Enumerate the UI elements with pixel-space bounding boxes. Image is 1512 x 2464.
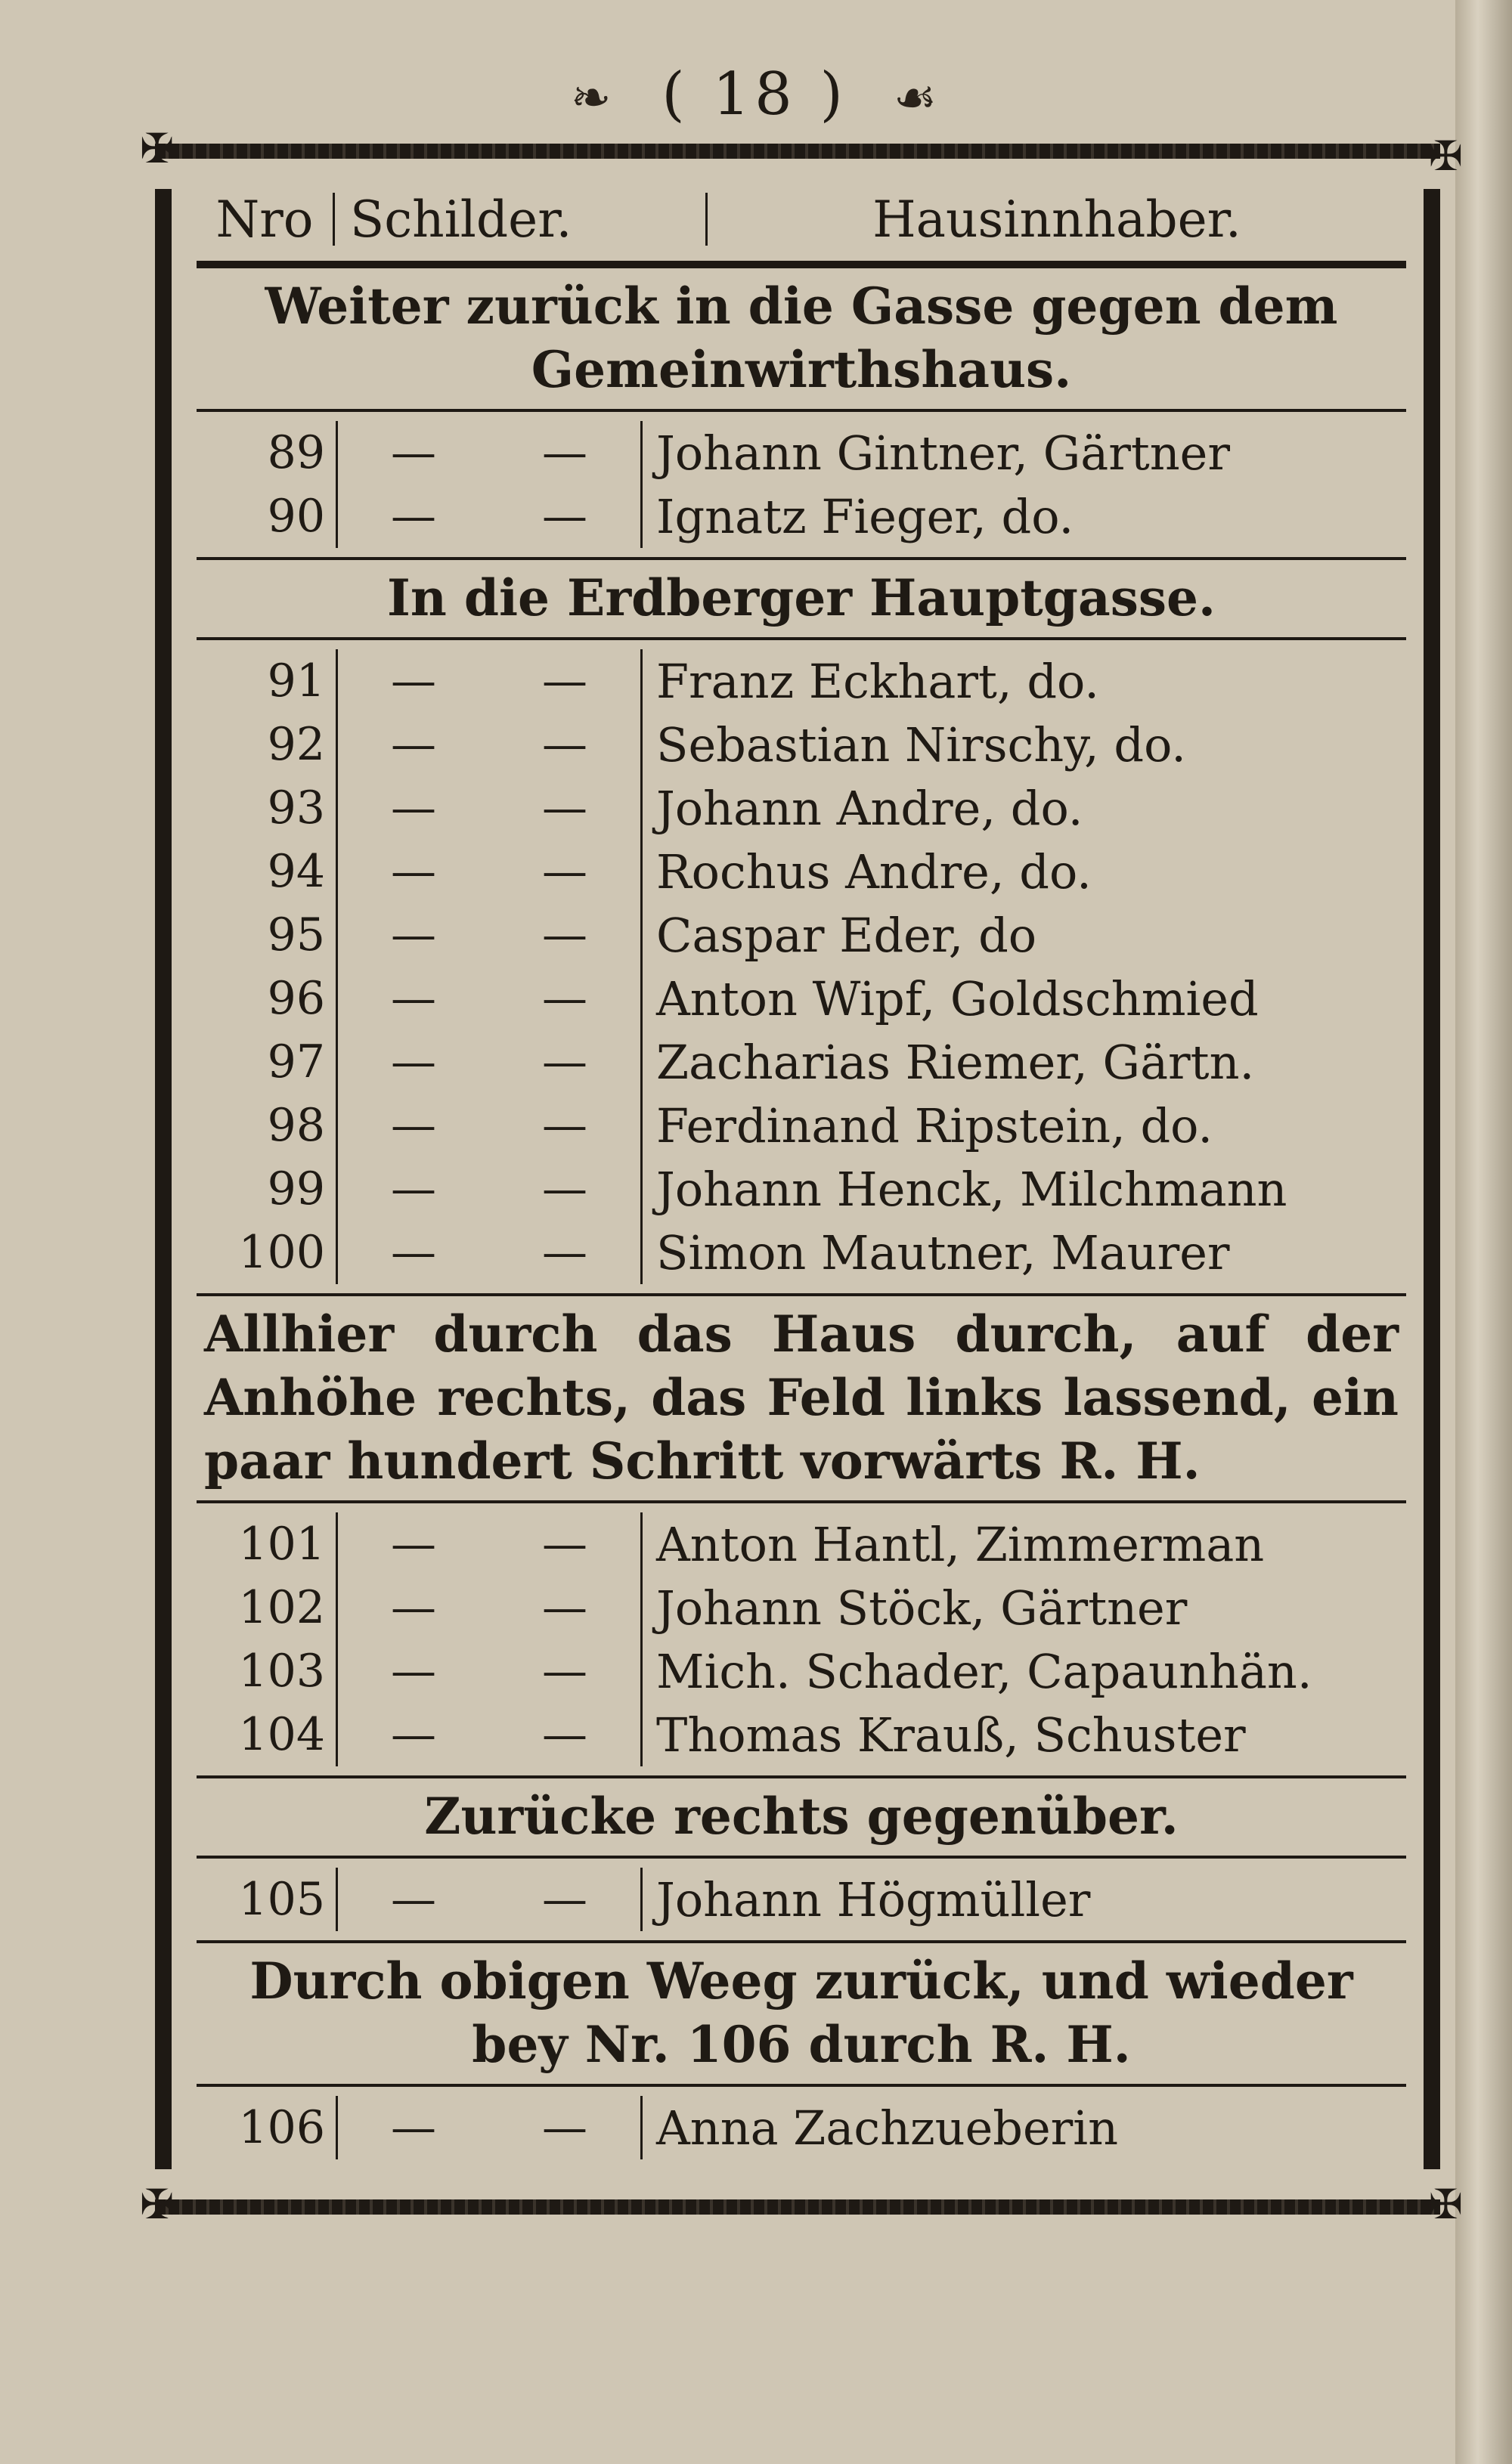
bottom-rule [155, 2199, 1440, 2215]
sign-dash: — [542, 426, 587, 479]
house-number: 103 [238, 1645, 325, 1698]
section-directions: Durch obigen Weeg zurück, und wieder bey Nr. 106 durch R. H. [197, 1943, 1406, 2087]
sign-dash: — [391, 655, 436, 707]
house-number: 102 [238, 1581, 325, 1634]
section-heading: In die Erdberger Hauptgasse. [197, 560, 1406, 640]
col-nro: Nro [215, 190, 314, 249]
house-number: 99 [267, 1162, 325, 1215]
sign-dash: — [391, 1708, 436, 1761]
sign-dash: — [542, 1518, 587, 1571]
section-directions: Allhier durch das Haus durch, auf der Anhöhe rechts, das Feld links lassend, ein paar hundert Schritt vorwärts R. H. [197, 1296, 1406, 1503]
page-number: ( 18 ) [662, 60, 847, 128]
owner-name: Johann Andre, do. [656, 780, 1083, 836]
left-border [155, 189, 172, 2169]
table-row [197, 1868, 1406, 1931]
sign-dash: — [542, 1581, 587, 1634]
corner-ornament-icon: ✠ [1428, 132, 1463, 180]
table-row [197, 649, 1406, 713]
sign-dash: — [542, 1099, 587, 1152]
house-number: 91 [267, 655, 325, 707]
sign-dash: — [542, 972, 587, 1025]
table-row [197, 840, 1406, 903]
house-number: 100 [238, 1226, 325, 1279]
owner-name: Johann Gintner, Gärtner [656, 425, 1231, 481]
house-number: 90 [267, 490, 325, 543]
table-row [197, 1639, 1406, 1703]
owner-name: Rochus Andre, do. [656, 844, 1092, 899]
table-row [197, 903, 1406, 967]
sign-dash: — [391, 782, 436, 834]
sign-dash: — [542, 2101, 587, 2154]
entry-group [197, 1859, 1406, 1943]
table-frame [140, 125, 1463, 2228]
table-row [197, 2096, 1406, 2159]
owner-name: Simon Mautner, Maurer [656, 1224, 1230, 1280]
sign-dash: — [391, 1162, 436, 1215]
sign-dash: — [542, 718, 587, 771]
table-row [197, 1030, 1406, 1094]
table [197, 178, 1406, 2168]
right-border [1424, 189, 1440, 2169]
entry-group [197, 2087, 1406, 2168]
sign-dash: — [391, 1035, 436, 1088]
sign-dash: — [391, 845, 436, 898]
sign-dash: — [542, 782, 587, 834]
table-row [197, 1157, 1406, 1221]
owner-name: Johann Högmüller [656, 1871, 1091, 1927]
owner-name: Mich. Schader, Capaunhän. [656, 1643, 1312, 1699]
sign-dash: — [542, 1873, 587, 1926]
owner-name: Ferdinand Ripstein, do. [656, 1097, 1213, 1153]
house-number: 106 [238, 2101, 325, 2154]
owner-name: Anton Wipf, Goldschmied [656, 970, 1259, 1026]
sign-dash: — [391, 1645, 436, 1698]
owner-name: Zacharias Riemer, Gärtn. [656, 1034, 1255, 1090]
page-header [0, 60, 1512, 144]
sign-dash: — [391, 426, 436, 479]
owner-name: Johann Stöck, Gärtner [656, 1580, 1188, 1636]
section-heading: Zurücke rechts gegenüber. [197, 1778, 1406, 1859]
owner-name: Ignatz Fieger, do. [656, 488, 1074, 544]
table-row [197, 421, 1406, 484]
left-ornament-icon: ❧ [570, 70, 616, 126]
sign-dash: — [391, 2101, 436, 2154]
corner-ornament-icon: ✠ [140, 2181, 175, 2228]
house-number: 104 [238, 1708, 325, 1761]
section-heading: Weiter zurück in die Gasse gegen dem Gemeinwirthshaus. [197, 268, 1406, 412]
right-ornament-icon: ☙ [893, 70, 942, 126]
sign-dash: — [542, 1645, 587, 1698]
owner-name: Anna Zachzueberin [656, 2100, 1119, 2156]
table-row [197, 1094, 1406, 1157]
table-row [197, 776, 1406, 840]
house-number: 105 [238, 1873, 325, 1926]
sign-dash: — [542, 1226, 587, 1279]
sign-dash: — [391, 1873, 436, 1926]
sign-dash: — [391, 718, 436, 771]
house-number: 92 [267, 718, 325, 771]
top-rule [155, 144, 1440, 159]
owner-name: Thomas Krauß, Schuster [656, 1707, 1246, 1763]
house-number: 97 [267, 1035, 325, 1088]
sign-dash: — [542, 490, 587, 543]
owner-name: Caspar Eder, do [656, 907, 1037, 963]
sign-dash: — [391, 1226, 436, 1279]
sign-dash: — [391, 972, 436, 1025]
column-header [197, 178, 1406, 268]
table-row [197, 1221, 1406, 1284]
col-schilder: Schilder. [350, 190, 572, 249]
entry-group [197, 640, 1406, 1296]
table-row [197, 713, 1406, 776]
table-row [197, 1703, 1406, 1766]
col-hausinnhaber: Hausinnhaber. [872, 190, 1241, 249]
page-edge [1455, 0, 1512, 2464]
house-number: 95 [267, 909, 325, 961]
sign-dash: — [542, 909, 587, 961]
sign-dash: — [542, 1708, 587, 1761]
corner-ornament-icon: ✠ [140, 125, 175, 172]
owner-name: Franz Eckhart, do. [656, 653, 1099, 709]
sign-dash: — [391, 1518, 436, 1571]
sign-dash: — [391, 909, 436, 961]
corner-ornament-icon: ✠ [1428, 2181, 1463, 2228]
sign-dash: — [542, 845, 587, 898]
sign-dash: — [542, 655, 587, 707]
sign-dash: — [391, 490, 436, 543]
house-number: 93 [267, 782, 325, 834]
house-number: 94 [267, 845, 325, 898]
owner-name: Johann Henck, Milchmann [656, 1161, 1287, 1217]
entry-group [197, 1503, 1406, 1778]
owner-name: Sebastian Nirschy, do. [656, 717, 1187, 772]
sign-dash: — [391, 1099, 436, 1152]
table-row [197, 484, 1406, 548]
house-number: 98 [267, 1099, 325, 1152]
entry-group [197, 412, 1406, 560]
house-number: 96 [267, 972, 325, 1025]
table-row [197, 1576, 1406, 1639]
table-row [197, 1512, 1406, 1576]
house-number: 89 [267, 426, 325, 479]
house-number: 101 [238, 1518, 325, 1571]
sign-dash: — [391, 1581, 436, 1634]
sign-dash: — [542, 1035, 587, 1088]
table-row [197, 967, 1406, 1030]
owner-name: Anton Hantl, Zimmerman [656, 1516, 1265, 1572]
sign-dash: — [542, 1162, 587, 1215]
